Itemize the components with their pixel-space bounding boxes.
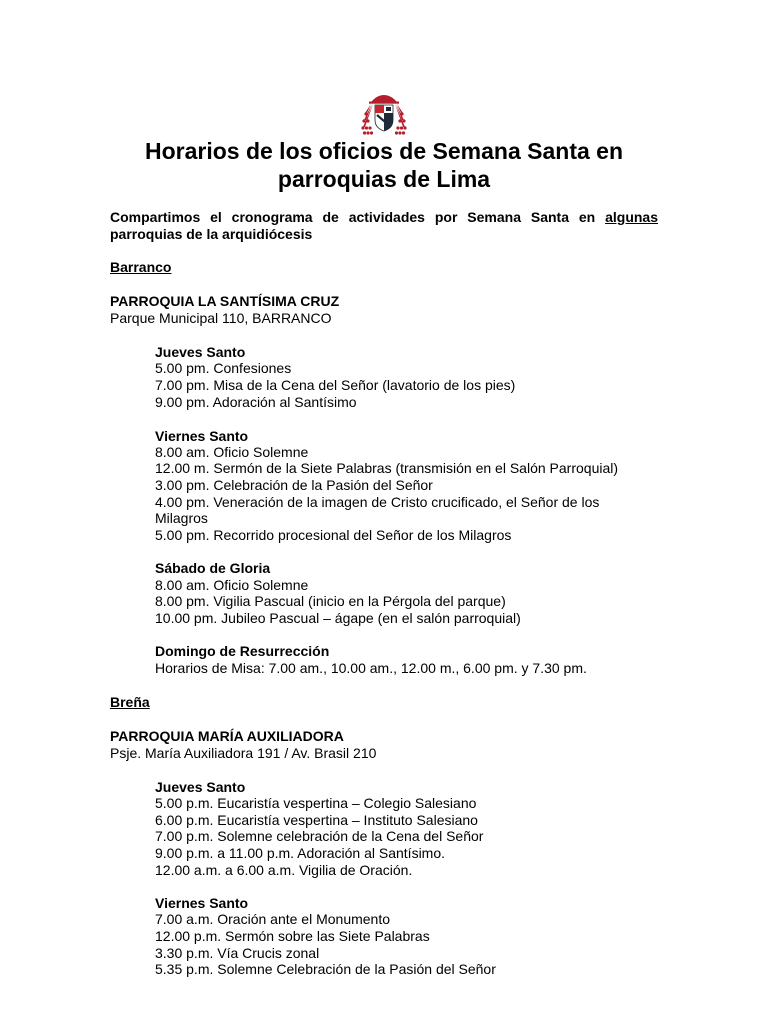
parish-address: Psje. María Auxiliadora 191 / Av. Brasil 210: [110, 745, 377, 761]
schedule-item: 3.30 p.m. Vía Crucis zonal: [155, 945, 320, 961]
schedule-item: 7.00 pm. Misa de la Cena del Señor (lavatorio de los pies): [155, 377, 516, 393]
schedule-item: 12.00 m. Sermón de la Siete Palabras (transmisión en el Salón Parroquial): [155, 460, 619, 476]
parish-name: PARROQUIA LA SANTÍSIMA CRUZ: [110, 293, 340, 309]
schedule-item: 8.00 am. Oficio Solemne: [155, 577, 309, 593]
day-heading: Sábado de Gloria: [155, 560, 271, 576]
intro-emphasis: algunas: [605, 209, 658, 225]
schedule-item: 9.00 pm. Adoración al Santísimo: [155, 394, 357, 410]
district-heading: Breña: [110, 694, 150, 710]
schedule-item: Horarios de Misa: 7.00 am., 10.00 am., 12.00 m., 6.00 pm. y 7.30 pm.: [155, 660, 587, 676]
schedule-item: 5.00 pm. Confesiones: [155, 360, 292, 376]
day-heading: Viernes Santo: [155, 895, 249, 911]
schedule-item: 8.00 am. Oficio Solemne: [155, 444, 309, 460]
schedule-item: 5.00 p.m. Eucaristía vespertina – Colegio Salesiano: [155, 795, 477, 811]
schedule-item: 7.00 p.m. Solemne celebración de la Cena del Señor: [155, 828, 484, 844]
day-heading: Jueves Santo: [155, 344, 246, 360]
schedule-item: 5.35 p.m. Solemne Celebración de la Pasión del Señor: [155, 961, 496, 977]
schedule-item: 7.00 a.m. Oración ante el Monumento: [155, 911, 391, 927]
district-heading: Barranco: [110, 259, 172, 275]
intro-paragraph: Compartimos el cronograma de actividades por Semana Santa en algunas parroquias de la arquidiócesis: [110, 209, 658, 242]
schedule-item: 8.00 pm. Vigilia Pascual (inicio en la Pérgola del parque): [155, 593, 506, 609]
schedule-item: 5.00 pm. Recorrido procesional del Señor de los Milagros: [155, 527, 512, 543]
schedule-item: 12.00 p.m. Sermón sobre las Siete Palabras: [155, 928, 430, 944]
archdiocese-crest-logo: [361, 91, 407, 137]
schedule-item: 4.00 pm. Veneración de la imagen de Cristo crucificado, el Señor de los: [155, 494, 600, 510]
document-title: Horarios de los oficios de Semana Santa en parroquias de Lima: [144, 138, 624, 192]
day-heading: Jueves Santo: [155, 779, 246, 795]
day-heading: Viernes Santo: [155, 428, 249, 444]
schedule-item: 12.00 a.m. a 6.00 a.m. Vigilia de Oración.: [155, 862, 413, 878]
schedule-item: 9.00 p.m. a 11.00 p.m. Adoración al Santísimo.: [155, 845, 446, 861]
parish-name: PARROQUIA MARÍA AUXILIADORA: [110, 728, 344, 744]
day-heading: Domingo de Resurrección: [155, 643, 330, 659]
schedule-item: 10.00 pm. Jubileo Pascual – ágape (en el salón parroquial): [155, 610, 521, 626]
schedule-item: 6.00 p.m. Eucaristía vespertina – Instituto Salesiano: [155, 812, 478, 828]
schedule-item: Milagros: [155, 510, 208, 526]
parish-address: Parque Municipal 110, BARRANCO: [110, 310, 332, 326]
schedule-item: 3.00 pm. Celebración de la Pasión del Señor: [155, 477, 433, 493]
